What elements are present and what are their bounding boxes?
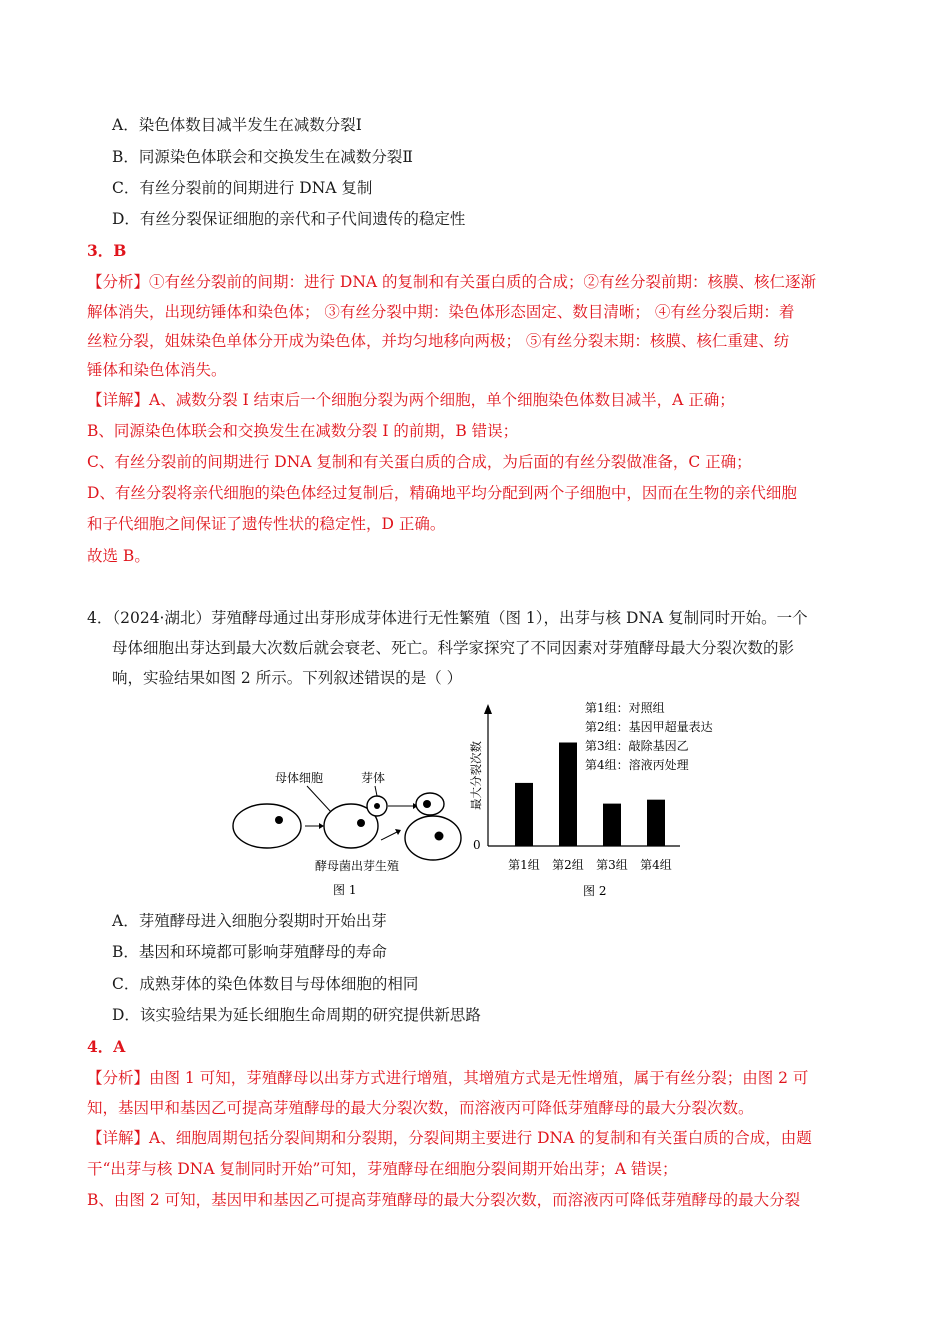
x-tick-label: 第2组 — [552, 858, 584, 872]
q4-detail-line: 干“出芽与核 DNA 复制同时开始”可知，芽殖酵母在细胞分裂间期开始出芽；A 错误； — [87, 1160, 678, 1178]
x-tick-label: 第1组 — [508, 858, 540, 872]
q3-analysis-line: 锤体和染色体消失。 — [87, 361, 227, 379]
q4-detail-line: 【详解】A、细胞周期包括分裂间期和分裂期，分裂间期主要进行 DNA 的复制和有关蛋白质的合成，由题 — [87, 1129, 812, 1147]
legend-entry: 第4组：溶液丙处理 — [585, 758, 689, 772]
process-caption: 酵母菌出芽生殖 — [315, 859, 400, 873]
x-tick-label: 第3组 — [596, 858, 628, 872]
label-mother-cell: 母体细胞 — [275, 771, 324, 785]
q4-analysis-line: 【分析】由图 1 可知，芽殖酵母以出芽方式进行增殖，其增殖方式是无性增殖，属于有丝分裂；由图 2 可 — [87, 1069, 809, 1087]
q4-option-a: A．芽殖酵母进入细胞分裂期时开始出芽 — [112, 912, 387, 930]
q3-detail-line: 和子代细胞之间保证了遗传性状的稳定性，D 正确。 — [87, 515, 446, 533]
figure-1-budding-diagram — [225, 760, 470, 905]
figure-2-caption: 图 2 — [583, 884, 607, 898]
q3-detail-line: D、有丝分裂将亲代细胞的染色体经过复制后，精确地平均分配到两个子细胞中，因而在生物的亲代细胞 — [87, 484, 797, 502]
bar-3 — [603, 804, 621, 846]
q4-detail-line: B、由图 2 可知，基因甲和基因乙可提高芽殖酵母的最大分裂次数，而溶液丙可降低芽殖酵母的最大分裂 — [87, 1191, 801, 1209]
x-tick-label: 第4组 — [640, 858, 672, 872]
q4-stem-line: 响，实验结果如图 2 所示。下列叙述错误的是（ ） — [112, 669, 463, 687]
q3-option-a: A．染色体数目减半发生在减数分裂Ⅰ — [112, 116, 362, 134]
q4-stem-line: 4．（2024·湖北）芽殖酵母通过出芽形成芽体进行无性繁殖（图 1），出芽与核 DNA 复制同时开始。一个 — [87, 609, 808, 627]
figure-1-caption: 图 1 — [333, 883, 357, 897]
legend-entry: 第3组：敲除基因乙 — [585, 739, 689, 753]
q4-option-c: C．成熟芽体的染色体数目与母体细胞的相同 — [112, 975, 419, 993]
origin-label: 0 — [473, 838, 481, 852]
q3-analysis-line: 【分析】①有丝分裂前的间期：进行 DNA 的复制和有关蛋白质的合成；②有丝分裂前期：核膜、核仁逐渐 — [87, 273, 817, 291]
y-axis-label: 最大分裂次数 — [469, 741, 483, 810]
q3-analysis-line: 解体消失，出现纺锤体和染色体； ③有丝分裂中期：染色体形态固定、数目清晰； ④有丝分裂后期：着 — [87, 303, 795, 321]
q4-option-d: D．该实验结果为延长细胞生命周期的研究提供新思路 — [112, 1006, 481, 1024]
q3-analysis-line: 丝粒分裂，姐妹染色单体分开成为染色体，并均匀地移向两极； ⑤有丝分裂末期：核膜、核仁重建、纺 — [87, 332, 790, 350]
figure-2-bar-chart — [465, 698, 735, 908]
q4-stem-line: 母体细胞出芽达到最大次数后就会衰老、死亡。科学家探究了不同因素对芽殖酵母最大分裂次数的影 — [112, 639, 795, 657]
bar-2 — [559, 743, 577, 847]
label-bud: 芽体 — [361, 771, 386, 785]
q3-detail-line: 【详解】A、减数分裂 I 结束后一个细胞分裂为两个细胞，单个细胞染色体数目减半，A 正确； — [87, 391, 735, 409]
chart-legend — [585, 700, 713, 772]
q3-detail-line: C、有丝分裂前的间期进行 DNA 复制和有关蛋白质的合成，为后面的有丝分裂做准备，C 正确； — [87, 453, 752, 471]
legend-entry: 第2组：基因甲超量表达 — [585, 720, 713, 734]
bar-1 — [515, 783, 533, 846]
q3-detail-line: 故选 B。 — [87, 547, 150, 565]
q3-option-d: D．有丝分裂保证细胞的亲代和子代间遗传的稳定性 — [112, 210, 466, 228]
legend-entry: 第1组：对照组 — [585, 701, 665, 715]
q3-option-c: C．有丝分裂前的间期进行 DNA 复制 — [112, 179, 373, 197]
q4-answer: 4．A — [87, 1037, 126, 1056]
q3-option-b: B．同源染色体联会和交换发生在减数分裂Ⅱ — [112, 148, 413, 166]
q3-answer: 3．B — [87, 241, 127, 260]
y-axis-arrow — [484, 704, 492, 714]
bar-4 — [647, 800, 665, 846]
q4-analysis-line: 知，基因甲和基因乙可提高芽殖酵母的最大分裂次数，而溶液丙可降低芽殖酵母的最大分裂次数。 — [87, 1099, 754, 1117]
q3-detail-line: B、同源染色体联会和交换发生在减数分裂 I 的前期，B 错误； — [87, 422, 519, 440]
q4-option-b: B．基因和环境都可影响芽殖酵母的寿命 — [112, 943, 387, 961]
